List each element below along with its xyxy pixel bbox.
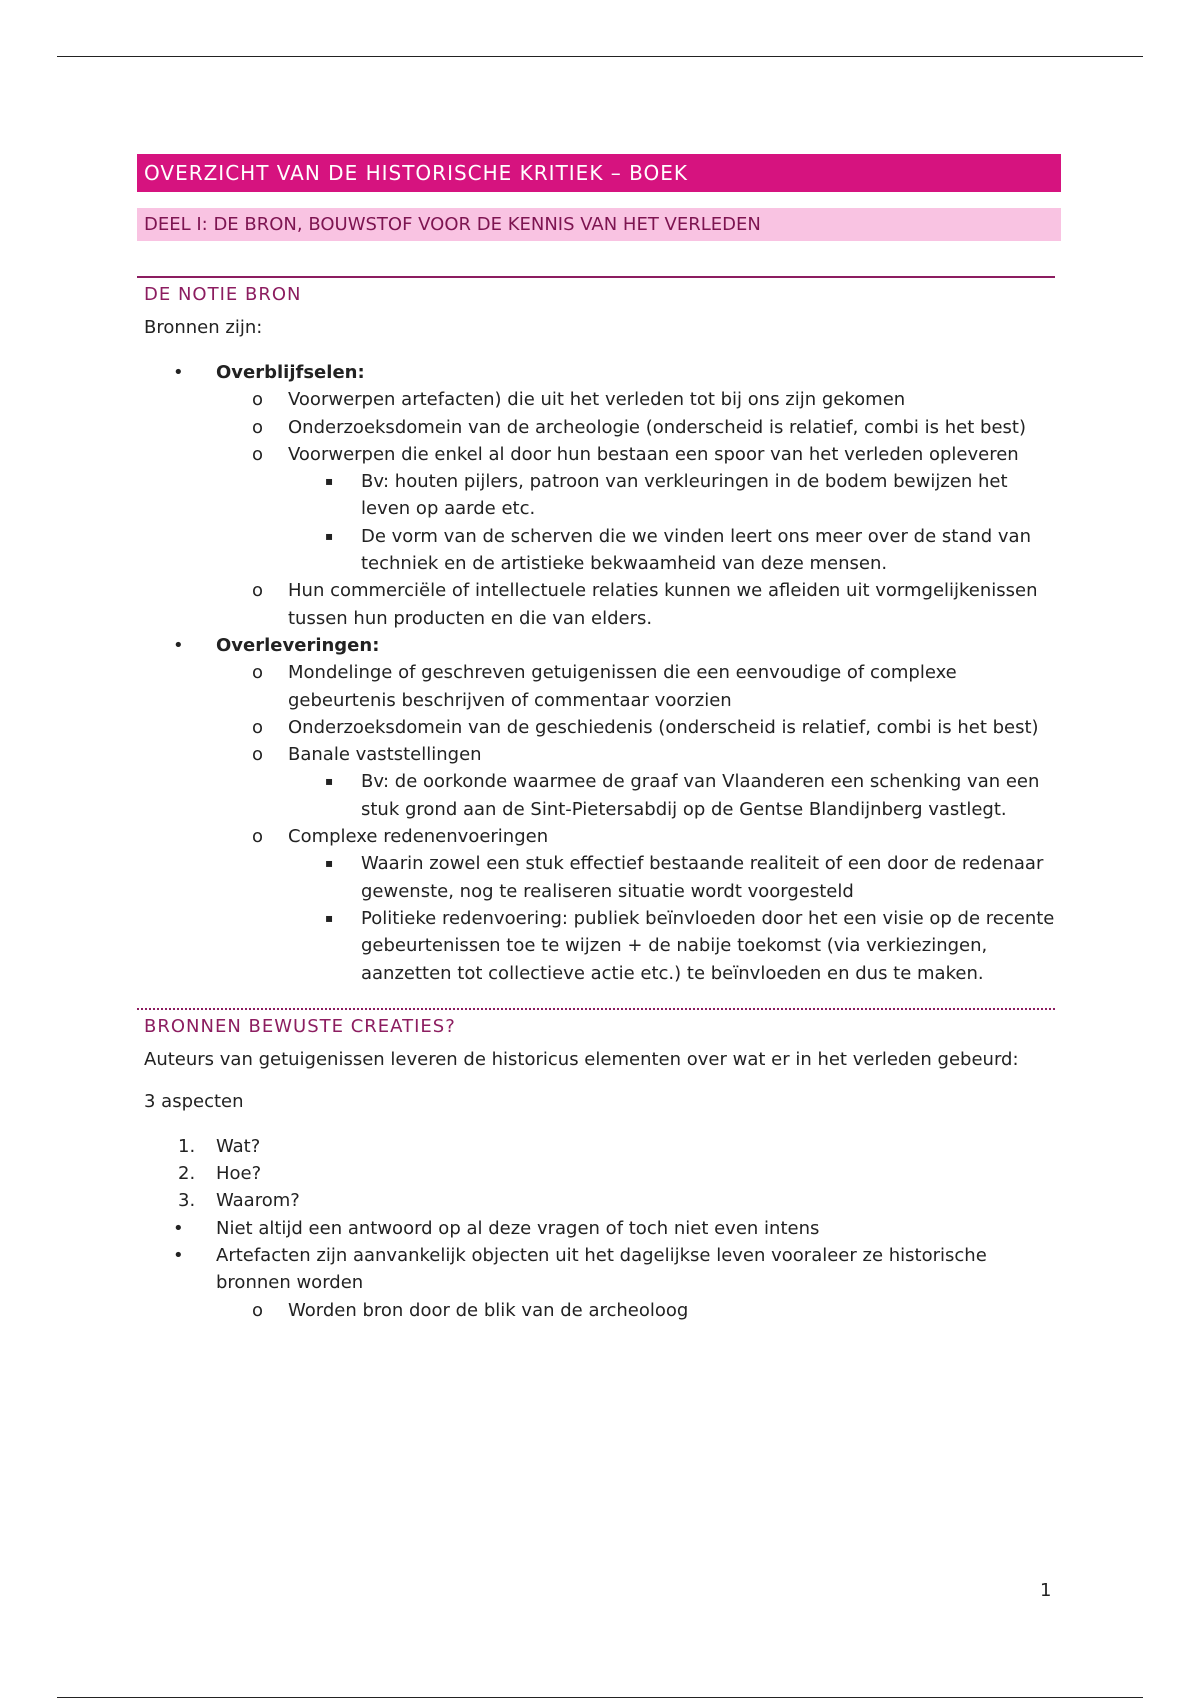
circle-marker: o — [252, 580, 264, 602]
numbered-item — [137, 1160, 1061, 1187]
sublist — [288, 768, 1061, 823]
list-item-text: Politieke redenvoering: publiek beïnvloeden door het een visie op de recente gebeurtenissen toe te wijzen + de nabije toekomst (via verkiezingen, aanzetten tot collectieve actie etc.) te beïnvloeden en dus te maken. — [361, 907, 1055, 984]
square-marker: ▪ — [325, 528, 334, 543]
aspects-label: 3 aspecten — [144, 1090, 244, 1112]
sublist — [288, 468, 1061, 577]
document-body — [137, 154, 1061, 1324]
list-item-text: De vorm van de scherven die we vinden leert ons meer over de stand van techniek en de artistieke bekwaamheid van deze mensen. — [361, 525, 1031, 575]
intro-text: Bronnen zijn: — [144, 317, 263, 338]
list-item-text: Niet altijd een antwoord op al deze vragen of toch niet even intens — [216, 1217, 820, 1239]
square-marker: ▪ — [325, 474, 334, 489]
aspects-list — [137, 1133, 1061, 1215]
sublist — [216, 1297, 1061, 1324]
list-item-overleveringen — [137, 632, 1061, 987]
list-item-label: Overblijfselen: — [216, 362, 365, 383]
part-heading: DEEL I: DE BRON, BOUWSTOF VOOR DE KENNIS VAN HET VERLEDEN — [137, 208, 1061, 241]
footer-rule — [57, 1697, 1143, 1698]
list-item-text: Onderzoeksdomein van de geschiedenis (onderscheid is relatief, combi is het best) — [288, 716, 1039, 738]
circle-marker: o — [252, 1299, 264, 1321]
list-item — [137, 577, 1061, 632]
section-heading-bewuste-creaties: BRONNEN BEWUSTE CREATIES? — [137, 1008, 1055, 1040]
list-item — [137, 850, 1061, 905]
list-item — [137, 1242, 1061, 1324]
circle-marker: o — [252, 416, 264, 438]
intro-text: Auteurs van getuigenissen leveren de historicus elementen over wat er in het verleden gebeurd: — [144, 1048, 1019, 1070]
list-item-text: Voorwerpen artefacten) die uit het verleden tot bij ons zijn gekomen — [288, 389, 906, 411]
list-item-text: Complexe redenenvoeringen — [288, 826, 549, 848]
number-marker: 3. — [178, 1190, 196, 1212]
list-item-text: Onderzoeksdomein van de archeologie (onderscheid is relatief, combi is het best) — [288, 416, 1026, 438]
list-item-text: Worden bron door de blik van de archeoloog — [288, 1299, 689, 1321]
list-item-text: Bv: de oorkonde waarmee de graaf van Vlaanderen een schenking van een stuk grond aan de Sint-Pietersabdij op de Gentse Blandijnberg vastlegt. — [361, 771, 1040, 820]
bullet-marker: • — [173, 634, 184, 656]
number-marker: 1. — [178, 1135, 196, 1157]
sublist — [216, 386, 1061, 632]
list-item — [137, 823, 1061, 987]
list-item-text: Hun commerciële of intellectuele relaties kunnen we afleiden uit vormgelijkenissen tussen hun producten en die van elders. — [288, 580, 1038, 629]
list-item-text: Artefacten zijn aanvankelijk objecten uit het dagelijkse leven vooraleer ze historische bronnen worden — [216, 1245, 987, 1294]
numbered-item — [137, 1133, 1061, 1160]
sublist — [288, 850, 1061, 986]
bullet-marker: • — [173, 1217, 184, 1239]
circle-marker: o — [252, 662, 264, 684]
circle-marker: o — [252, 389, 264, 411]
section-heading-notie-bron: DE NOTIE BRON — [137, 276, 1055, 308]
header-rule — [57, 56, 1143, 57]
bullet-marker: • — [173, 362, 184, 383]
list-item — [137, 714, 1061, 741]
circle-marker: o — [252, 716, 264, 738]
list-item-text: Bv: houten pijlers, patroon van verkleuringen in de bodem bewijzen het leven op aarde etc. — [361, 471, 1008, 520]
list-item — [137, 441, 1061, 577]
list-item — [137, 523, 1061, 578]
list-item — [137, 768, 1061, 823]
list-item — [137, 659, 1061, 714]
list-item-label: Overleveringen: — [216, 634, 380, 656]
list-item — [137, 468, 1061, 523]
list-item — [137, 414, 1061, 441]
list-item-text: Banale vaststellingen — [288, 744, 482, 766]
page-number: 1 — [1040, 1580, 1052, 1601]
bullet-marker: • — [173, 1245, 184, 1267]
number-marker: 2. — [178, 1163, 196, 1185]
list-item — [137, 1215, 1061, 1242]
list-item — [137, 386, 1061, 413]
aspects-bullets — [137, 1215, 1061, 1324]
circle-marker: o — [252, 744, 264, 766]
square-marker: ▪ — [325, 774, 334, 789]
list-item-text: Voorwerpen die enkel al door hun bestaan een spoor van het verleden opleveren — [288, 443, 1019, 465]
list-item — [137, 1297, 1061, 1324]
list-item — [137, 905, 1061, 987]
list-item-text: Waarin zowel een stuk effectief bestaande realiteit of een door de redenaar gewenste, nog te realiseren situatie wordt voorgesteld — [361, 853, 1044, 902]
list-item-text: Hoe? — [216, 1163, 262, 1185]
bronnen-list — [137, 359, 1061, 987]
list-item-text: Wat? — [216, 1135, 261, 1157]
list-item — [137, 741, 1061, 823]
sublist — [216, 659, 1061, 987]
square-marker: ▪ — [325, 910, 334, 925]
list-item-overblijfselen — [137, 359, 1061, 632]
list-item-text: Waarom? — [216, 1190, 300, 1212]
list-item-text: Mondelinge of geschreven getuigenissen die een eenvoudige of complexe gebeurtenis beschrijven of commentaar voorzien — [288, 662, 957, 711]
document-title: OVERZICHT VAN DE HISTORISCHE KRITIEK – BOEK — [137, 154, 1061, 192]
circle-marker: o — [252, 826, 264, 848]
numbered-item — [137, 1187, 1061, 1214]
circle-marker: o — [252, 443, 264, 465]
square-marker: ▪ — [325, 856, 334, 871]
